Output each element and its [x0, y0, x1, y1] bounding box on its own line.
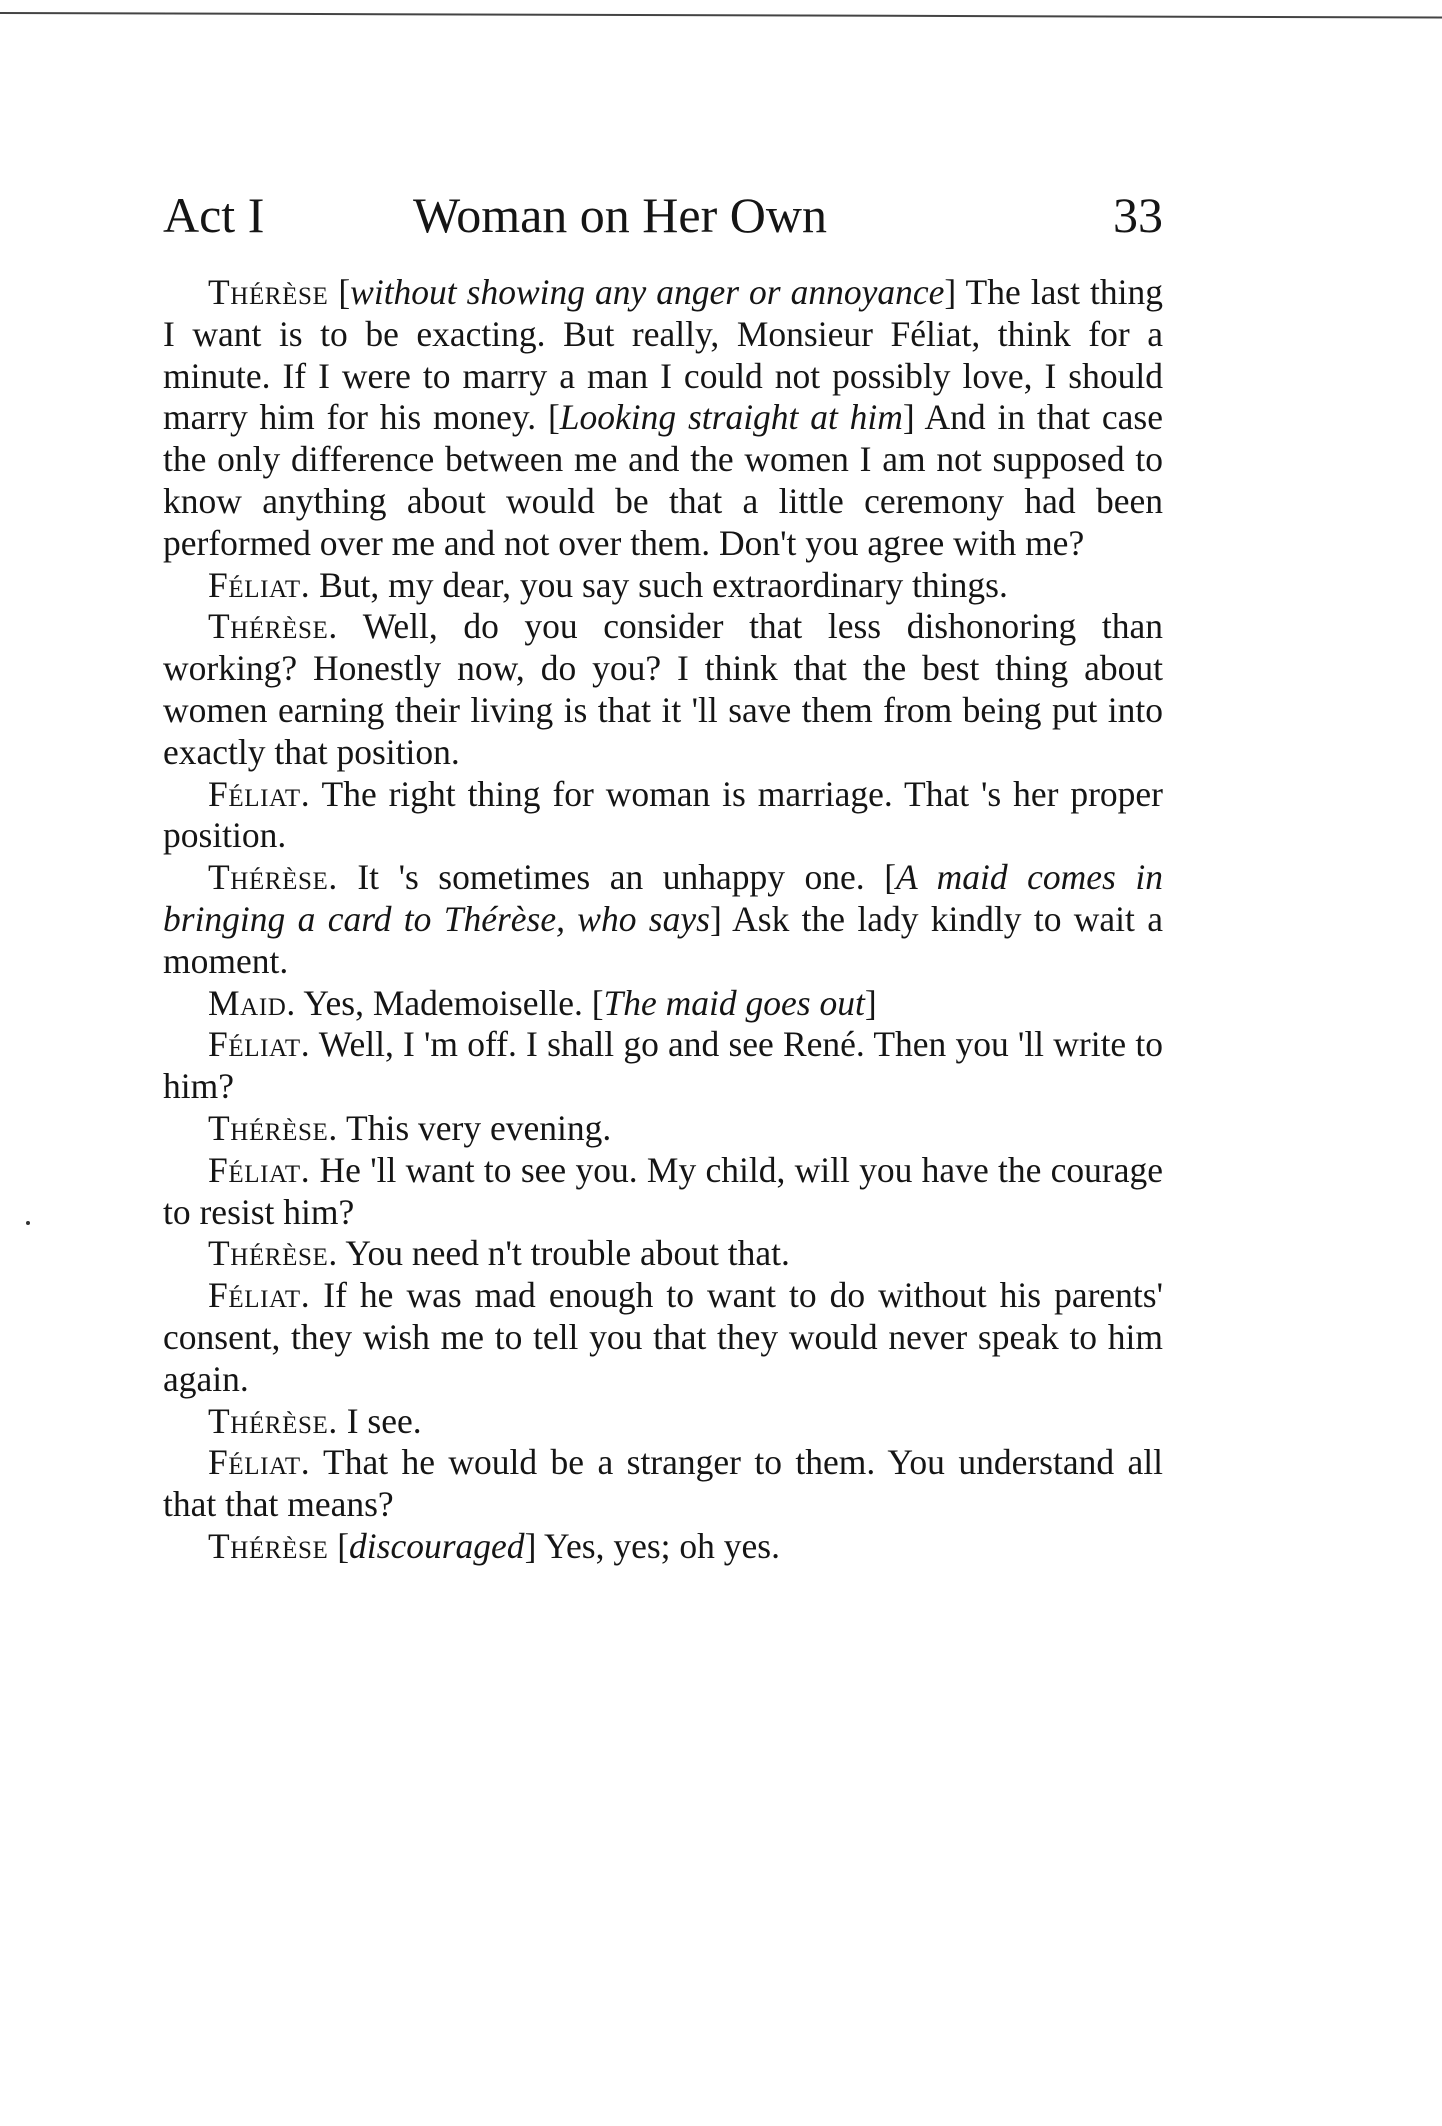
dialogue-text: That he would be a stranger to them. You understand all that that means?	[163, 1442, 1163, 1525]
play-title: Woman on Her Own	[413, 187, 827, 243]
dialogue-paragraph	[163, 1024, 1163, 1108]
stage-direction: without showing any anger or annoyance	[350, 272, 945, 312]
page-number: 33	[1113, 187, 1163, 243]
speaker-name: Féliat.	[208, 564, 311, 605]
stage-direction: A maid comes in bringing a card to Thérèse, who says	[163, 857, 1163, 939]
speaker-name: Thérèse.	[208, 1400, 338, 1441]
dialogue-text: He 'll want to see you. My child, will you have the courage to resist him?	[163, 1149, 1163, 1232]
dialogue-text: The right thing for woman is marriage. That 's her proper position.	[163, 773, 1163, 856]
margin-speck	[26, 1221, 30, 1225]
dialogue-paragraph	[163, 1150, 1163, 1234]
dialogue-text: ]	[864, 982, 877, 1023]
dialogue-text: This very evening.	[337, 1107, 612, 1148]
dialogue-text: But, my dear, you say such extraordinary things.	[310, 564, 1008, 605]
dialogue-text: Well, do you consider that less dishonoring than working? Honestly now, do you? I think that the best thing about women earning their living is that it 'll save them from being put into exactly that position.	[163, 606, 1163, 772]
dialogue-text: If he was mad enough to want to do without his parents' consent, they wish me to tell you that they would never speak to him again.	[163, 1275, 1163, 1399]
dialogue-paragraph	[163, 1108, 1163, 1150]
dialogue-text: Yes, Mademoiselle. [	[295, 982, 604, 1023]
dialogue-paragraph	[163, 1442, 1163, 1526]
dialogue-body	[163, 272, 1163, 1568]
dialogue-paragraph	[163, 857, 1163, 982]
dialogue-paragraph	[163, 1401, 1163, 1443]
speaker-name: Féliat.	[208, 1149, 311, 1190]
stage-direction: Looking straight at him	[559, 397, 903, 438]
dialogue-text: ] Ask the lady kindly to wait a moment.	[163, 898, 1163, 981]
act-label: Act I	[163, 187, 265, 243]
dialogue-text: It 's sometimes an unhappy one. [	[337, 857, 897, 898]
speaker-name: Féliat.	[208, 773, 311, 814]
speaker-name: Thérèse.	[208, 606, 338, 647]
speaker-name: Thérèse.	[208, 1107, 338, 1148]
running-header	[163, 180, 1163, 250]
dialogue-paragraph	[163, 1233, 1163, 1275]
stage-direction: discouraged	[349, 1525, 525, 1566]
speaker-name: Thérèse.	[208, 857, 338, 898]
dialogue-text: [	[328, 1525, 350, 1566]
dialogue-paragraph	[163, 606, 1163, 773]
speaker-name: Féliat.	[208, 1442, 311, 1483]
dialogue-text: You need n't trouble about that.	[337, 1233, 790, 1274]
speaker-name: Thérèse.	[208, 1233, 338, 1274]
dialogue-paragraph	[163, 1275, 1163, 1400]
dialogue-paragraph	[163, 774, 1163, 858]
dialogue-text: ] The last thing I want is to be exacting. But really, Monsieur Féliat, think for a minute. If I were to marry a man I could not possibly love, I should marry him for his money. [	[163, 272, 1163, 438]
dialogue-text: ] And in that case the only difference between me and the women I am not supposed to know anything about would be that a little ceremony had been performed over me and not over them. Don't you agree with me?	[163, 397, 1163, 563]
dialogue-text: ] Yes, yes; oh yes.	[524, 1525, 780, 1566]
stage-direction: The maid goes out	[603, 982, 865, 1023]
dialogue-text: I see.	[337, 1400, 422, 1441]
dialogue-paragraph	[163, 565, 1163, 607]
dialogue-text: [	[328, 272, 351, 312]
dialogue-paragraph	[163, 983, 1163, 1025]
dialogue-paragraph	[163, 1526, 1163, 1568]
speaker-name: Féliat.	[208, 1275, 311, 1316]
dialogue-text: Well, I 'm off. I shall go and see René. Then you 'll write to him?	[163, 1024, 1163, 1107]
speaker-name: Maid.	[208, 982, 296, 1023]
top-rule	[0, 12, 1442, 19]
speaker-name: Féliat.	[208, 1024, 311, 1065]
speaker-name: Thérèse	[208, 272, 329, 312]
dialogue-paragraph	[163, 272, 1163, 565]
speaker-name: Thérèse	[208, 1525, 329, 1566]
